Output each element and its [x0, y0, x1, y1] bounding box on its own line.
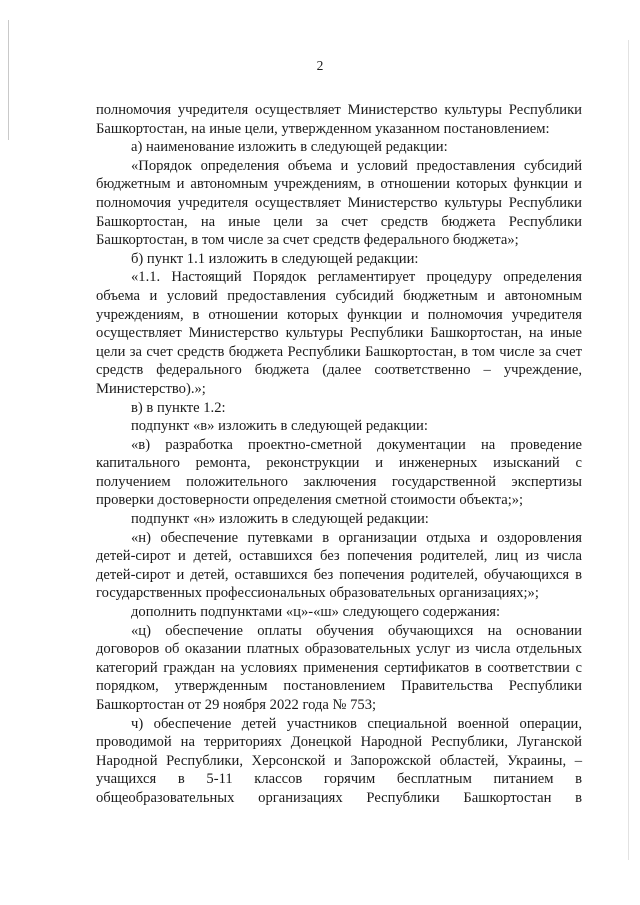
paragraph: полномочия учредителя осуществляет Министерство культуры Республики Башкортостан, на иные цели, утвержденном указанном постановлением: — [96, 102, 582, 137]
paragraph: подпункт «н» изложить в следующей редакции: — [131, 511, 429, 528]
paragraph: «Порядок определения объема и условий предоставления субсидий бюджетным и автономным учреждениям, в отношении которых функции и полномочия учредителя осуществляет Министерство культуры Республики Башкортостан, на иные цели за счет средств бюджета Республики Башкортостан, в том числе за счет средств федерального бюджета»; — [96, 157, 582, 249]
paragraph: а) наименование изложить в следующей редакции: — [131, 139, 448, 156]
paragraph: «ц) обеспечение оплаты обучения обучающихся на основании договоров об оказании платных образовательных услуг из числа отдельных категорий граждан на условиях применения сертификатов в соответствии с порядком, утвержденным постановлением Правительства Республики Башкортостан от 29 ноября 2022 года № 753; — [96, 622, 582, 713]
paragraph: дополнить подпунктами «ц»-«ш» следующего содержания: — [131, 604, 501, 621]
scan-edge-mark-right — [628, 40, 629, 860]
paragraph: в) в пункте 1.2: — [131, 399, 226, 416]
paragraph: подпункт «в» изложить в следующей редакции: — [131, 418, 428, 435]
paragraph: «1.1. Настоящий Порядок регламентирует процедуру определения объема и условий предоставления субсидий бюджетным и автономным учреждениям, в отношении которых функции и полномочия учредителя осуществляет Министерство культуры Республики Башкортостан, на иные цели за счет средств бюджета Республики Башкортостан, в том числе за счет средств федерального бюджета (далее соответственно – учреждение, Министерство).»; — [96, 269, 582, 397]
document-body — [96, 101, 582, 808]
paragraph: «н) обеспечение путевками в организации отдыха и оздоровления детей-сирот и детей, оставшихся без попечения родителей, лиц из числа детей-сирот и детей, оставшихся без попечения родителей, обучающихся в государственных профессиональных образовательных организациях;»; — [96, 529, 582, 602]
page-number: 2 — [316, 58, 324, 73]
paragraph: ч) обеспечение детей участников специальной военной операции, проводимой на территориях Донецкой Народной Республики, Луганской Народной Республики, Херсонской и Запорожской областей, Украины, – учащихся в 5-11 классов горячим бесплатным питанием в общеобразовательных организациях Республики Башкортостан в — [96, 715, 582, 806]
paragraph: «в) разработка проектно-сметной документации на проведение капитального ремонта, реконструкции и инженерных изысканий с получением положительного заключения государственной экспертизы проверки достоверности определения сметной стоимости объекта;»; — [96, 436, 582, 509]
paragraph: б) пункт 1.1 изложить в следующей редакции: — [131, 250, 419, 267]
scan-edge-mark-left — [8, 20, 9, 140]
